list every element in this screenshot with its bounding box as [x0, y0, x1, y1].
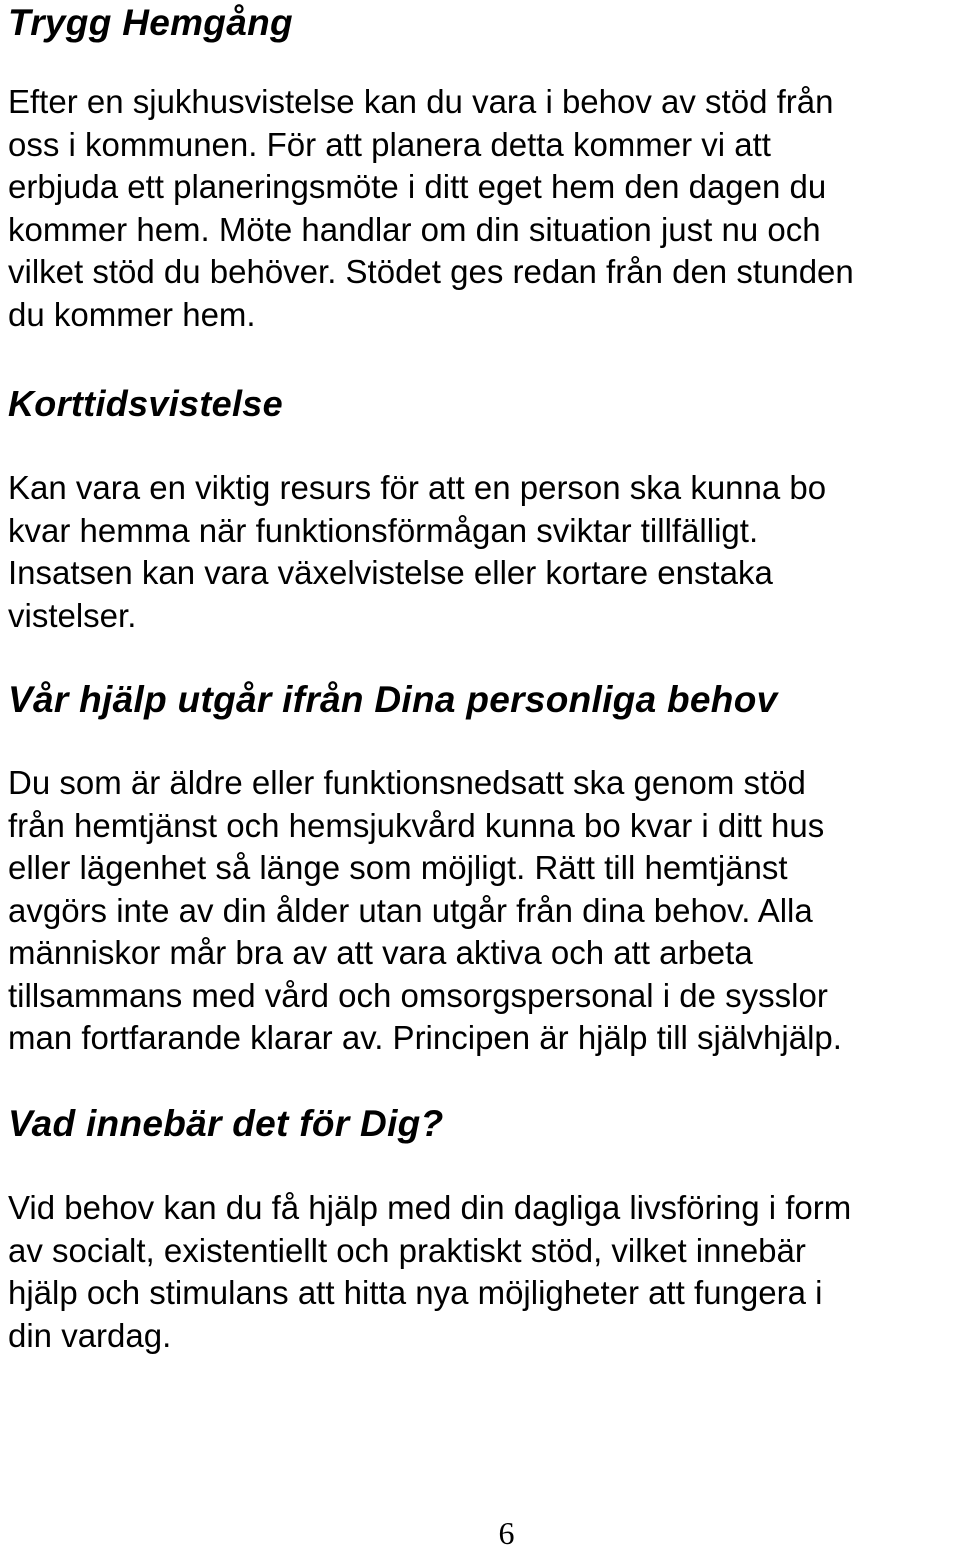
- section-heading-vad-innebar: Vad innebär det för Dig?: [8, 1103, 444, 1144]
- section-body-vad-innebar: Vid behov kan du få hjälp med din dagliga livsföring i form av socialt, existentiellt och praktiskt stöd, vilket innebär hjälp och stimulans att hitta nya möjligheter att fungera i din vardag.: [8, 1189, 852, 1354]
- section-body-korttidsvistelse: Kan vara en viktig resurs för att en person ska kunna bo kvar hemma när funktionsförmågan sviktar tillfälligt. Insatsen kan vara växelvistelse eller kortare enstaka vistelser.: [8, 469, 827, 634]
- section-body-personliga-behov: Du som är äldre eller funktionsnedsatt ska genom stöd från hemtjänst och hemsjukvård kunna bo kvar i ditt hus eller lägenhet så länge som möjligt. Rätt till hemtjänst avgörs inte av din ålder utan utgår från dina behov. Alla människor mår bra av att vara aktiva och att arbeta tillsammans med vård och omsorgspersonal i de sysslor man fortfarande klarar av. Principen är hjälp till självhjälp.: [8, 764, 842, 1056]
- page-number: 6: [498, 1515, 515, 1551]
- section-heading-trygg-hemgang: Trygg Hemgång: [8, 2, 293, 43]
- section-heading-personliga-behov: Vår hjälp utgår ifrån Dina personliga behov: [8, 679, 778, 720]
- section-body-trygg-hemgang: Efter en sjukhusvistelse kan du vara i behov av stöd från oss i kommunen. För att planera detta kommer vi att erbjuda ett planeringsmöte i ditt eget hem den dagen du kommer hem. Möte handlar om din situation just nu och vilket stöd du behöver. Stödet ges redan från den stunden du kommer hem.: [8, 83, 854, 333]
- section-heading-korttidsvistelse: Korttidsvistelse: [8, 383, 283, 424]
